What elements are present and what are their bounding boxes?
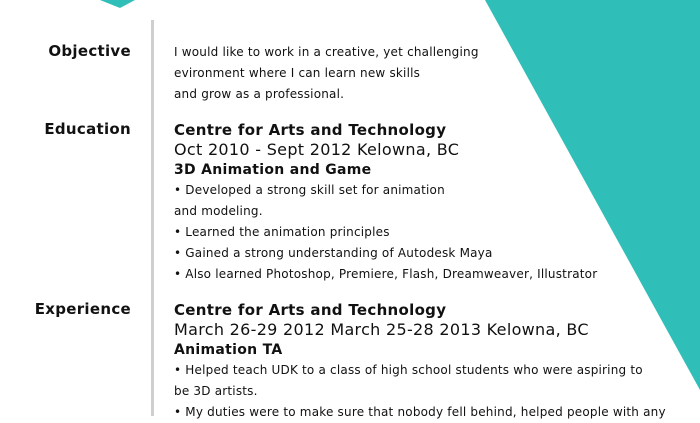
education-line: and modeling. [174, 204, 263, 218]
education-line: • Gained a strong understanding of Autodesk Maya [174, 246, 493, 260]
objective-line: evironment where I can learn new skills [174, 66, 421, 80]
experience-details [174, 360, 666, 423]
education-line: • Learned the animation principles [174, 225, 390, 239]
vertical-divider [151, 20, 154, 416]
experience-section [174, 300, 666, 423]
education-details [174, 180, 597, 285]
experience-line: • My duties were to make sure that nobody fell behind, helped people with any [174, 405, 666, 419]
experience-heading: Experience [34, 300, 131, 318]
education-dates: Oct 2010 - Sept 2012 Kelowna, BC [174, 140, 460, 159]
experience-role: Animation TA [174, 342, 283, 358]
objective-line: I would like to work in a creative, yet challenging [174, 45, 479, 59]
education-line: • Developed a strong skill set for animation [174, 183, 445, 197]
experience-line: be 3D artists. [174, 384, 258, 398]
objective-heading: Objective [48, 42, 131, 60]
experience-institution: Centre for Arts and Technology [174, 301, 447, 319]
experience-dates: March 26-29 2012 March 25-28 2013 Kelowna, BC [174, 320, 589, 339]
education-section [174, 120, 597, 285]
objective-text [174, 42, 479, 105]
education-institution: Centre for Arts and Technology [174, 121, 447, 139]
education-heading: Education [44, 120, 131, 138]
education-program: 3D Animation and Game [174, 162, 372, 178]
objective-line: and grow as a professional. [174, 87, 345, 101]
teal-corner-shape [100, 0, 135, 8]
education-line: • Also learned Photoshop, Premiere, Flash, Dreamweaver, Illustrator [174, 267, 598, 281]
experience-line: • Helped teach UDK to a class of high school students who were aspiring to [174, 363, 643, 377]
